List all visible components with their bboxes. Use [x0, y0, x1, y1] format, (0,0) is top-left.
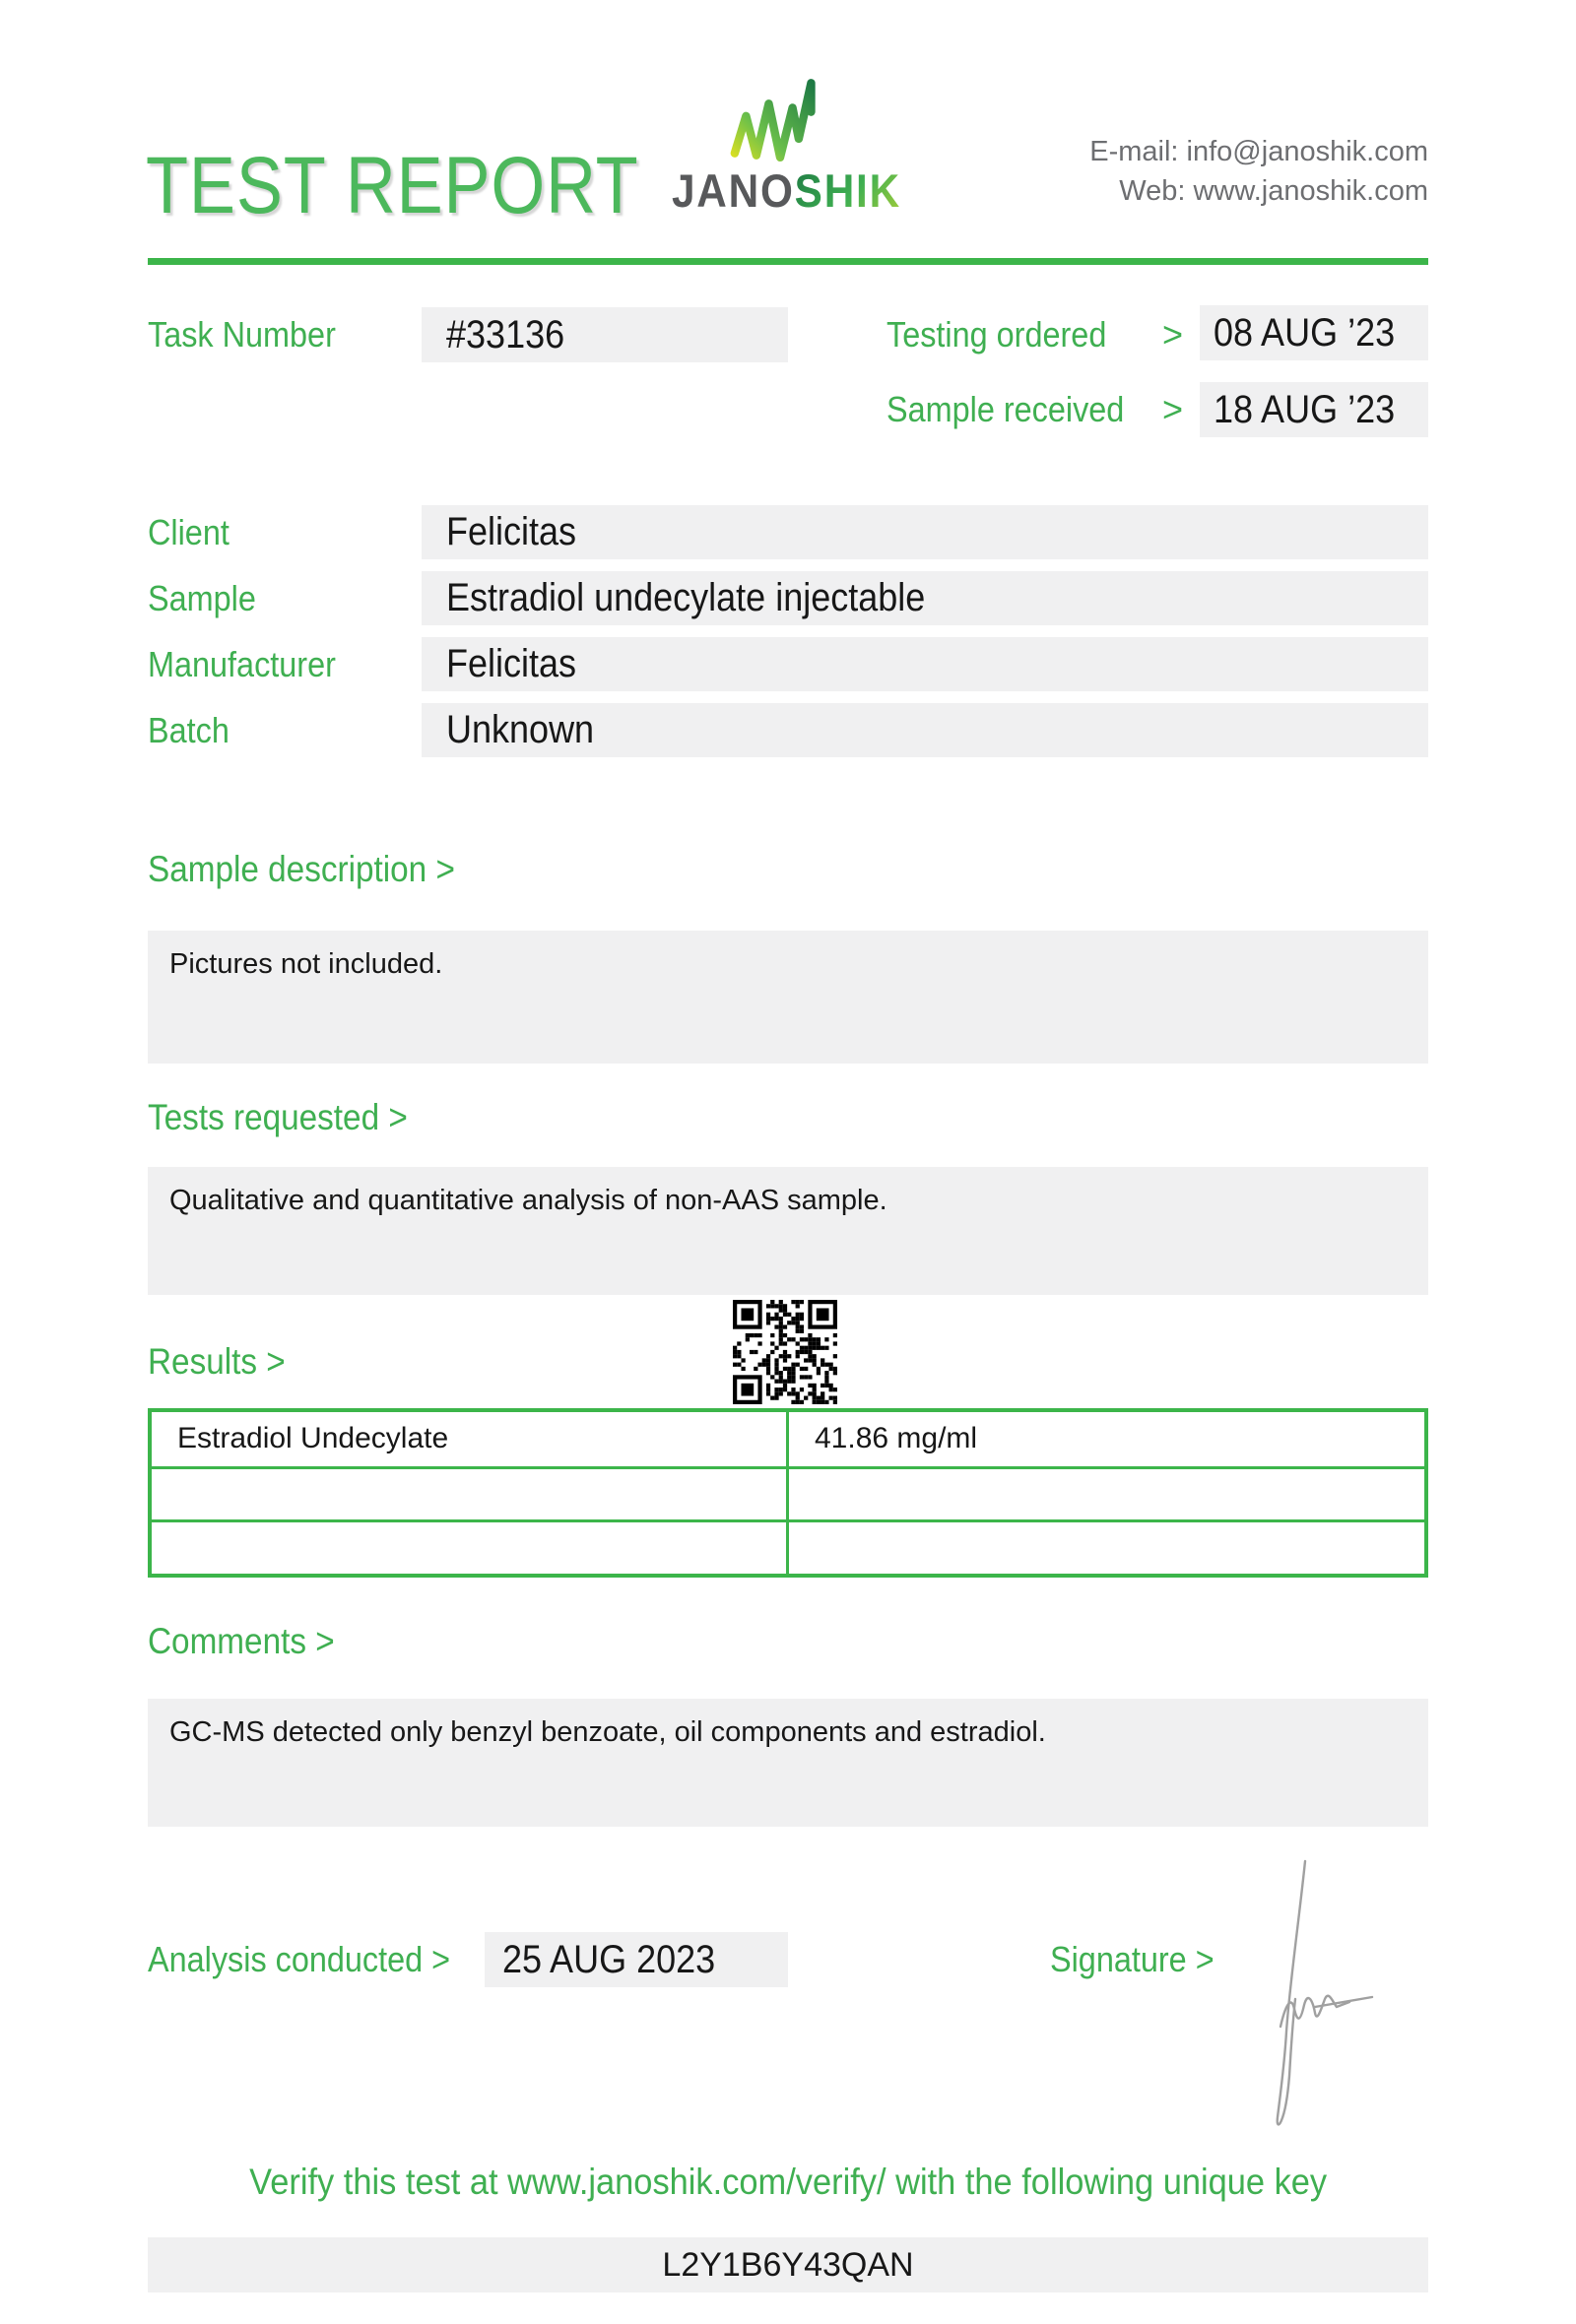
sample-description-box [148, 931, 1428, 1064]
sample-description-body: Pictures not included. [169, 948, 443, 980]
client-value-box [422, 505, 1428, 559]
comments-box [148, 1699, 1428, 1827]
signature-label: Signature > [1050, 1939, 1215, 1979]
results-row-2-name [152, 1466, 789, 1520]
results-row-1-name: Estradiol Undecylate [152, 1412, 789, 1466]
contact-web: Web: www.janoshik.com [1119, 175, 1428, 207]
sample-received-arrow-icon: > [1162, 389, 1184, 429]
tests-requested-box [148, 1167, 1428, 1295]
analysis-conducted-label: Analysis conducted > [148, 1939, 451, 1979]
client-value: Felicitas [446, 510, 577, 553]
testing-ordered-label: Testing ordered [886, 314, 1107, 355]
results-title: Results > [148, 1341, 286, 1382]
testing-ordered-value: 08 AUG ’23 [1214, 311, 1396, 355]
contact-block [1089, 132, 1428, 211]
batch-value: Unknown [446, 708, 595, 751]
brand-logo-right: SHIK [794, 164, 901, 217]
header-divider [148, 258, 1428, 265]
comments-title: Comments > [148, 1621, 335, 1661]
sample-value-box [422, 571, 1428, 625]
tests-requested-body: Qualitative and quantitative analysis of non-AAS sample. [169, 1185, 887, 1216]
manufacturer-value-box [422, 637, 1428, 691]
tests-requested-title: Tests requested > [148, 1097, 408, 1137]
results-row-3-value [789, 1519, 1424, 1574]
task-number-value-box [422, 307, 788, 362]
brand-logo-left: JANO [671, 164, 795, 217]
sample-value: Estradiol undecylate injectable [446, 576, 926, 619]
sample-label: Sample [148, 578, 256, 618]
results-row-1-value: 41.86 mg/ml [815, 1422, 978, 1455]
signature-scribble-icon [1256, 1849, 1394, 2145]
verify-instruction: Verify this test at www.janoshik.com/verify/ with the following unique key [249, 2162, 1327, 2202]
brand-logo [650, 164, 922, 217]
manufacturer-label: Manufacturer [148, 644, 336, 684]
verify-key-value: L2Y1B6Y43QAN [662, 2246, 914, 2284]
qr-code [733, 1300, 837, 1404]
contact-email: E-mail: info@janoshik.com [1089, 136, 1428, 167]
task-number-label: Task Number [148, 314, 336, 355]
sample-received-value: 18 AUG ’23 [1214, 388, 1396, 431]
brand-logo-text [671, 164, 901, 217]
logo-chart-icon [727, 77, 833, 161]
sample-description-title: Sample description > [148, 849, 455, 889]
testing-ordered-value-box [1200, 305, 1428, 360]
batch-label: Batch [148, 710, 230, 750]
page-title [146, 141, 719, 230]
sample-received-value-box [1200, 382, 1428, 437]
results-row-3-name [152, 1519, 789, 1574]
sample-received-label: Sample received [886, 389, 1125, 429]
task-number-value: #33136 [446, 313, 565, 356]
client-label: Client [148, 512, 230, 552]
page-title-text: TEST REPORT [146, 141, 639, 230]
analysis-date-value: 25 AUG 2023 [502, 1938, 716, 1981]
results-table [148, 1408, 1428, 1578]
manufacturer-value: Felicitas [446, 642, 577, 685]
comments-body: GC-MS detected only benzyl benzoate, oil components and estradiol. [169, 1716, 1046, 1748]
analysis-date-box [485, 1932, 788, 1987]
verify-key-box [148, 2237, 1428, 2292]
testing-ordered-arrow-icon: > [1162, 314, 1184, 355]
batch-value-box [422, 703, 1428, 757]
results-row-2-value [789, 1466, 1424, 1520]
